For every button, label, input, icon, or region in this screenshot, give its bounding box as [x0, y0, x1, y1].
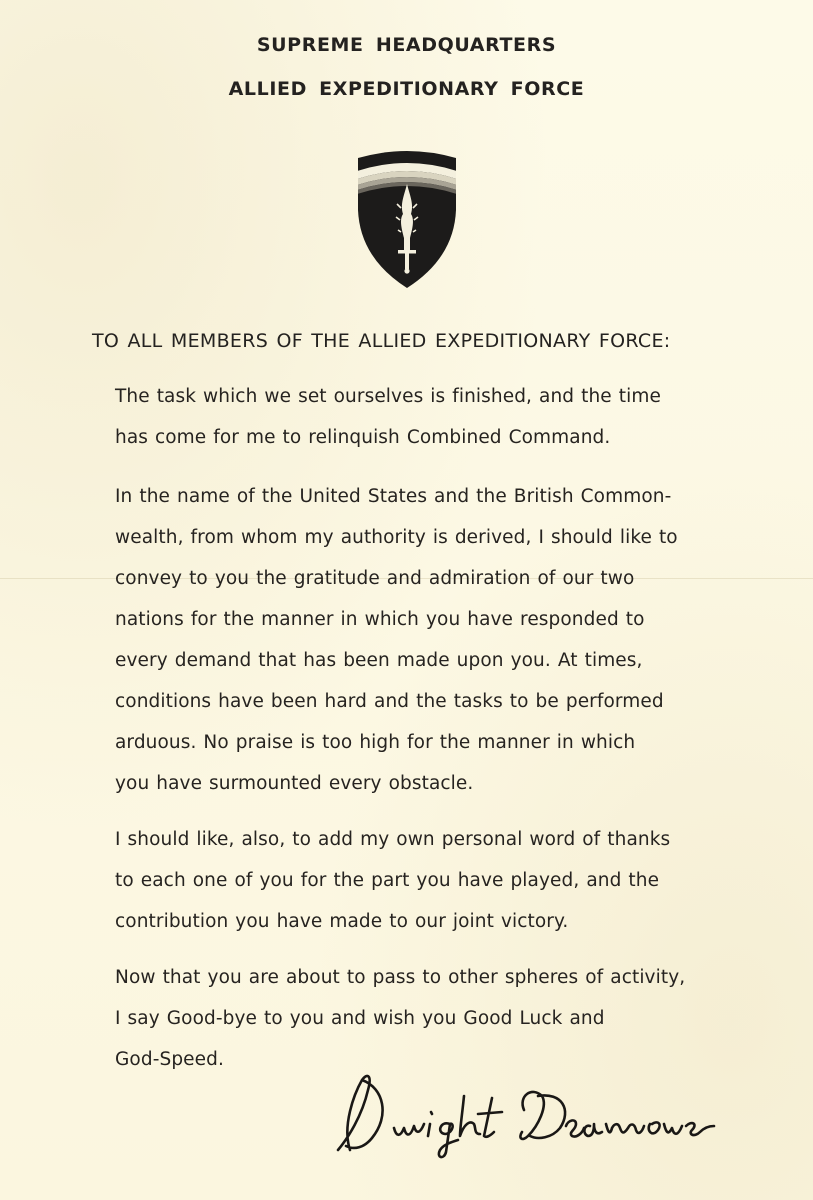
- salutation-heading: TO ALL MEMBERS OF THE ALLIED EXPEDITIONARY FORCE:: [92, 330, 671, 352]
- paragraph-3: [115, 819, 755, 942]
- letterhead-line-1: SUPREME HEADQUARTERS: [256, 34, 557, 56]
- text-line: God-Speed.: [115, 1049, 224, 1070]
- text-line: contribution you have made to our joint victory.: [115, 911, 569, 932]
- shaef-shield-icon: [354, 150, 460, 290]
- paragraph-1: [115, 376, 755, 458]
- text-line: arduous. No praise is too high for the manner in which: [115, 732, 636, 753]
- text-line: I say Good-bye to you and wish you Good Luck and: [115, 1008, 605, 1029]
- text-line: conditions have been hard and the tasks to be performed: [115, 691, 664, 712]
- paragraph-4: [115, 957, 755, 1080]
- text-line: Now that you are about to pass to other spheres of activity,: [115, 967, 686, 988]
- text-line: you have surmounted every obstacle.: [115, 773, 474, 794]
- text-line: every demand that has been made upon you. At times,: [115, 650, 643, 671]
- text-line: I should like, also, to add my own personal word of thanks: [115, 829, 671, 850]
- text-line: convey to you the gratitude and admiration of our two: [115, 568, 635, 589]
- text-line: The task which we set ourselves is finished, and the time: [115, 386, 661, 407]
- text-line: to each one of you for the part you have played, and the: [115, 870, 660, 891]
- text-line: wealth, from whom my authority is derived, I should like to: [115, 527, 678, 548]
- paragraph-2: [115, 476, 755, 804]
- letterhead-line-2: ALLIED EXPEDITIONARY FORCE: [228, 78, 585, 100]
- signature-handwritten: [332, 1066, 722, 1162]
- text-line: has come for me to relinquish Combined Command.: [115, 427, 611, 448]
- text-line: nations for the manner in which you have responded to: [115, 609, 645, 630]
- text-line: In the name of the United States and the British Common-: [115, 486, 672, 507]
